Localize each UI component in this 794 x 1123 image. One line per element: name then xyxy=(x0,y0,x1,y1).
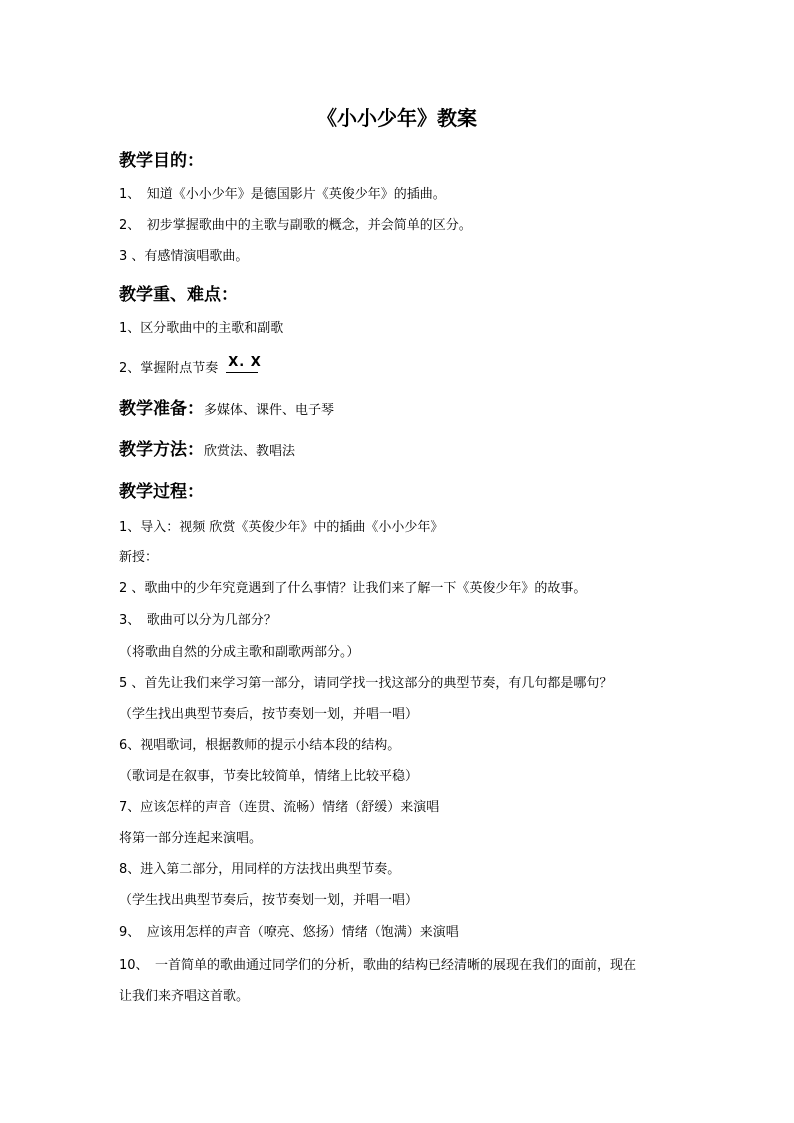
method-text: 欣赏法、教唱法 xyxy=(204,444,296,459)
preparation-text: 多媒体、课件、电子琴 xyxy=(204,403,335,418)
goals-heading: 教学目的： xyxy=(119,151,204,171)
process-heading: 教学过程： xyxy=(119,482,204,502)
method-line xyxy=(119,439,295,463)
key-points-item-1: 1、区分歌曲中的主歌和副歌 xyxy=(119,321,284,336)
process-item-11: 将第一部分连起来演唱。 xyxy=(119,831,263,846)
process-item-8: 6、视唱歌词，根据教师的提示小结本段的结构。 xyxy=(119,738,401,753)
key-points-heading: 教学重、难点： xyxy=(119,285,238,305)
process-item-1: 1、导入：视频 欣赏《英俊少年》中的插曲《小小少年》 xyxy=(119,520,444,535)
process-item-12: 8、进入第二部分，用同样的方法找出典型节奏。 xyxy=(119,862,401,877)
preparation-line xyxy=(119,398,334,422)
process-item-13: （学生找出典型节奏后，按节奏划一划，并唱一唱） xyxy=(119,893,419,908)
method-heading: 教学方法： xyxy=(119,440,204,460)
document-title: 《小小少年》教案 xyxy=(317,106,477,130)
process-item-16: 让我们来齐唱这首歌。 xyxy=(119,989,250,1004)
dotted-rhythm-notation xyxy=(226,355,262,378)
goals-item-1: 1、 知道《小小少年》是德国影片《英俊少年》的插曲。 xyxy=(119,187,446,202)
process-item-4: 3、 歌曲可以分为几部分？ xyxy=(119,613,277,628)
goals-item-2: 2、 初步掌握歌曲中的主歌与副歌的概念，并会简单的区分。 xyxy=(119,218,472,233)
goals-item-3: 3 、有感情演唱歌曲。 xyxy=(119,249,249,264)
rhythm-beam-line xyxy=(226,372,258,373)
key-points-item-2-row xyxy=(119,355,262,378)
process-item-7: （学生找出典型节奏后，按节奏划一划，并唱一唱） xyxy=(119,707,419,722)
process-item-2: 新授： xyxy=(119,550,159,565)
process-item-5: （将歌曲自然的分成主歌和副歌两部分。） xyxy=(119,645,360,660)
process-item-3: 2 、歌曲中的少年究竟遇到了什么事情？让我们来了解一下《英俊少年》的故事。 xyxy=(119,581,587,596)
process-item-15: 10、 一首简单的歌曲通过同学们的分析，歌曲的结构已经清晰的展现在我们的面前，现在 xyxy=(119,958,637,973)
preparation-heading: 教学准备： xyxy=(119,399,204,419)
process-item-14: 9、 应该用怎样的声音（嘹亮、悠扬）情绪（饱满）来演唱 xyxy=(119,925,459,940)
process-item-6: 5 、首先让我们来学习第一部分，请同学找一找这部分的典型节奏，有几句都是哪句？ xyxy=(119,676,613,691)
process-item-9: （歌词是在叙事，节奏比较简单，情绪上比较平稳） xyxy=(119,769,419,784)
process-item-10: 7、应该怎样的声音（连贯、流畅）情绪（舒缓）来演唱 xyxy=(119,800,440,815)
rhythm-notes: X. X xyxy=(228,355,262,370)
key-points-item-2: 2、掌握附点节奏 xyxy=(119,361,219,376)
